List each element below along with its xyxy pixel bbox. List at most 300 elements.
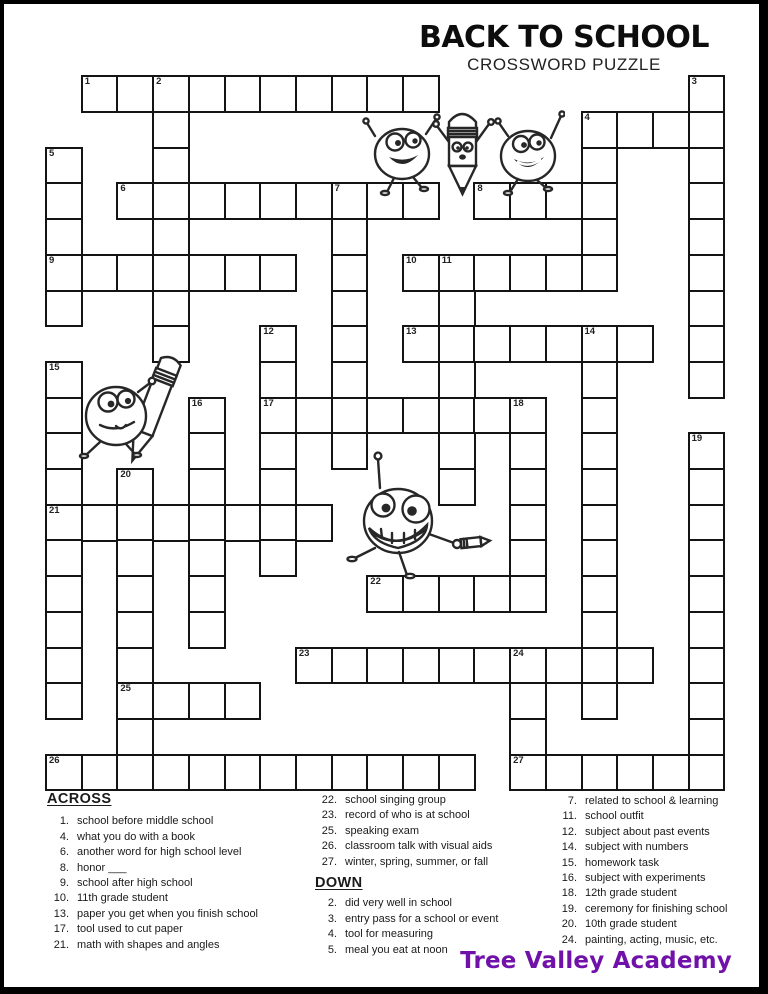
clue-item (553, 917, 753, 932)
clue-number: 7. (567, 795, 577, 807)
grid-cell[interactable] (116, 75, 154, 113)
clue-item (553, 809, 753, 824)
grid-cell[interactable] (509, 432, 547, 470)
grid-cell[interactable] (152, 504, 190, 542)
grid-cell[interactable] (331, 325, 369, 363)
grid-cell[interactable] (581, 468, 619, 506)
clue-number: 25. (321, 824, 337, 837)
grid-cell[interactable] (581, 611, 619, 649)
grid-cell[interactable] (473, 254, 511, 292)
grid-cell[interactable] (152, 254, 190, 292)
clue-number: 18. (561, 887, 577, 900)
clue-item (45, 922, 313, 937)
grid-cell[interactable] (224, 254, 262, 292)
cell-number: 19 (691, 433, 703, 445)
grid-cell[interactable] (402, 754, 440, 792)
grid-cell[interactable] (295, 182, 333, 220)
clue-text: 10th grade student (585, 918, 677, 931)
grid-cell[interactable] (116, 254, 154, 292)
grid-cell[interactable] (545, 325, 583, 363)
grid-cell[interactable] (509, 504, 547, 542)
grid-cell[interactable] (188, 468, 226, 506)
clue-text: tool used to cut paper (77, 923, 183, 936)
grid-cell[interactable] (152, 111, 190, 149)
grid-cell[interactable] (688, 575, 726, 613)
clue-item (553, 886, 753, 901)
grid-cell[interactable] (688, 682, 726, 720)
cell-number: 22 (370, 576, 381, 588)
clue-number: 12. (561, 825, 577, 838)
grid-cell[interactable] (509, 397, 547, 435)
grid-cell[interactable] (331, 75, 369, 113)
grid-cell[interactable] (366, 575, 404, 613)
grid-cell[interactable] (688, 254, 726, 292)
grid-cell[interactable] (188, 75, 226, 113)
grid-cell[interactable] (402, 254, 440, 292)
clue-item (45, 907, 313, 922)
cell-number: 18 (513, 397, 524, 409)
grid-cell[interactable] (366, 754, 404, 792)
grid-cell[interactable] (688, 361, 726, 399)
grid-cell[interactable] (581, 182, 619, 220)
cell-number: 26 (49, 754, 60, 766)
clue-number: 24. (561, 933, 577, 946)
clue-text: subject about past events (585, 825, 710, 838)
grid-cell[interactable] (509, 718, 547, 756)
across-header: ACROSS (47, 791, 112, 807)
grid-cell[interactable] (509, 325, 547, 363)
clue-item (553, 840, 753, 855)
clue-number: 1. (59, 815, 69, 828)
page-title: BACK TO SCHOOL (418, 20, 710, 55)
cell-number: 2 (156, 76, 162, 88)
grid-cell[interactable] (581, 218, 619, 256)
grid-cell[interactable] (366, 647, 404, 685)
cell-number: 13 (406, 326, 417, 338)
cell-number: 16 (191, 397, 203, 409)
grid-cell[interactable] (331, 397, 369, 435)
clue-item (553, 856, 753, 871)
grid-cell[interactable] (188, 539, 226, 577)
grid-cell[interactable] (116, 468, 154, 506)
clue-text: honor ___ (77, 861, 127, 874)
across-list-2 (313, 793, 555, 870)
grid-cell[interactable] (473, 647, 511, 685)
clue-item (553, 933, 753, 948)
clue-item (553, 902, 753, 917)
grid-cell[interactable] (116, 504, 154, 542)
clue-number: 21. (53, 938, 69, 951)
grid-cell[interactable] (473, 575, 511, 613)
clue-text: record of who is at school (345, 809, 470, 822)
clue-item (313, 824, 555, 839)
grid-cell[interactable] (45, 539, 83, 577)
clue-number: 3. (327, 912, 337, 925)
grid-cell[interactable] (688, 611, 726, 649)
clue-number: 6. (59, 846, 69, 859)
cell-number: 21 (49, 504, 60, 516)
clue-number: 9. (59, 877, 69, 890)
cell-number: 12 (263, 326, 274, 338)
clue-text: entry pass for a school or event (345, 912, 499, 925)
grid-cell[interactable] (152, 182, 190, 220)
grid-cell[interactable] (509, 682, 547, 720)
grid-cell[interactable] (438, 254, 476, 292)
grid-cell[interactable] (45, 218, 83, 256)
grid-cell[interactable] (616, 754, 654, 792)
grid-cell[interactable] (45, 754, 83, 792)
grid-cell[interactable] (152, 290, 190, 328)
grid-cell[interactable] (152, 147, 190, 185)
grid-cell[interactable] (116, 718, 154, 756)
page-border-bottom (0, 987, 768, 994)
clue-text: what you do with a book (77, 830, 196, 843)
grid-cell[interactable] (581, 111, 619, 149)
grid-cell[interactable] (581, 575, 619, 613)
cell-number: 11 (441, 254, 452, 266)
grid-cell[interactable] (688, 218, 726, 256)
clue-number: 2. (327, 897, 337, 910)
clue-number: 22. (321, 794, 337, 806)
grid-cell[interactable] (152, 682, 190, 720)
clue-number: 14. (561, 841, 577, 854)
grid-cell[interactable] (188, 682, 226, 720)
grid-cell[interactable] (652, 111, 690, 149)
grid-cell[interactable] (438, 754, 476, 792)
cell-number: 4 (584, 112, 590, 123)
clue-text: subject with numbers (585, 841, 689, 854)
brand-credit: Tree Valley Academy (460, 948, 732, 974)
grid-cell[interactable] (509, 468, 547, 506)
grid-cell[interactable] (402, 575, 440, 613)
cell-number: 23 (298, 647, 310, 659)
cell-number: 1 (84, 76, 90, 88)
grid-cell[interactable] (545, 254, 583, 292)
clue-text: paper you get when you finish school (77, 907, 259, 920)
clue-item (313, 896, 555, 911)
grid-cell[interactable] (509, 575, 547, 613)
grid-cell[interactable] (224, 75, 262, 113)
grid-cell[interactable] (188, 397, 226, 435)
clue-text: school singing group (345, 794, 446, 806)
clue-text: meal you eat at noon (345, 943, 448, 956)
clue-text: 12th grade student (585, 887, 677, 900)
cell-number: 20 (120, 469, 131, 480)
cell-number: 7 (334, 183, 340, 195)
cell-number: 9 (49, 254, 55, 266)
clue-item (45, 845, 313, 860)
grid-cell[interactable] (295, 647, 333, 685)
grid-cell[interactable] (331, 218, 369, 256)
grid-cell[interactable] (438, 432, 476, 470)
grid-cell[interactable] (224, 504, 262, 542)
clue-text: another word for high school level (77, 846, 242, 859)
grid-cell[interactable] (438, 468, 476, 506)
grid-cell[interactable] (366, 182, 404, 220)
grid-cell[interactable] (688, 182, 726, 220)
grid-cell[interactable] (616, 111, 654, 149)
grid-cell[interactable] (331, 361, 369, 399)
grid-cell[interactable] (688, 75, 726, 113)
grid-cell[interactable] (581, 539, 619, 577)
across-clues-column (45, 792, 313, 953)
grid-cell[interactable] (438, 290, 476, 328)
grid-cell[interactable] (509, 754, 547, 792)
grid-cell[interactable] (581, 682, 619, 720)
grid-cell[interactable] (45, 647, 83, 685)
clue-item (45, 814, 313, 829)
grid-cell[interactable] (331, 254, 369, 292)
cell-number: 25 (120, 683, 131, 695)
grid-cell[interactable] (152, 754, 190, 792)
grid-cell[interactable] (45, 397, 83, 435)
title-block (394, 22, 734, 74)
grid-cell[interactable] (45, 290, 83, 328)
across-list-1 (45, 814, 313, 953)
down-header: DOWN (315, 875, 363, 892)
grid-cell[interactable] (81, 75, 119, 113)
grid-cell[interactable] (45, 182, 83, 220)
clue-item (45, 938, 313, 953)
cell-number: 6 (120, 183, 126, 195)
clue-text: did very well in school (345, 897, 452, 910)
grid-cell[interactable] (402, 75, 440, 113)
grid-cell[interactable] (295, 397, 333, 435)
page-border-top (0, 0, 768, 4)
grid-cell[interactable] (224, 182, 262, 220)
clue-item (313, 793, 555, 808)
clue-number: 27. (321, 855, 337, 868)
clue-item (313, 927, 555, 942)
grid-cell[interactable] (688, 718, 726, 756)
grid-cell[interactable] (688, 432, 726, 470)
cell-number: 15 (49, 361, 60, 373)
grid-cell[interactable] (438, 647, 476, 685)
grid-cell[interactable] (116, 754, 154, 792)
grid-cell[interactable] (116, 575, 154, 613)
grid-cell[interactable] (331, 290, 369, 328)
grid-cell[interactable] (331, 754, 369, 792)
grid-cell[interactable] (402, 182, 440, 220)
grid-cell[interactable] (188, 254, 226, 292)
clue-item (553, 794, 753, 809)
page-border-right (759, 0, 768, 994)
grid-cell[interactable] (81, 504, 119, 542)
grid-cell[interactable] (45, 611, 83, 649)
grid-cell[interactable] (438, 575, 476, 613)
grid-cell[interactable] (366, 75, 404, 113)
grid-cell[interactable] (509, 182, 547, 220)
grid-cell[interactable] (45, 432, 83, 470)
cell-number: 17 (263, 397, 274, 409)
grid-cell[interactable] (116, 682, 154, 720)
cell-number: 8 (477, 183, 483, 195)
grid-cell[interactable] (116, 182, 154, 220)
clue-item (313, 839, 555, 854)
grid-cell[interactable] (331, 182, 369, 220)
clue-number: 23. (321, 809, 337, 822)
clue-item (45, 876, 313, 891)
grid-cell[interactable] (545, 754, 583, 792)
clue-text: tool for measuring (345, 928, 434, 941)
grid-cell[interactable] (224, 682, 262, 720)
grid-cell[interactable] (188, 504, 226, 542)
clue-number: 20. (561, 918, 577, 931)
clue-item (45, 861, 313, 876)
grid-cell[interactable] (259, 754, 297, 792)
grid-cell[interactable] (45, 147, 83, 185)
grid-cell[interactable] (259, 75, 297, 113)
grid-cell[interactable] (116, 539, 154, 577)
grid-cell[interactable] (581, 754, 619, 792)
grid-cell[interactable] (581, 147, 619, 185)
grid-cell[interactable] (45, 468, 83, 506)
grid-cell[interactable] (581, 397, 619, 435)
middle-clues-column (313, 793, 555, 958)
grid-cell[interactable] (331, 647, 369, 685)
grid-cell[interactable] (45, 575, 83, 613)
grid-cell[interactable] (688, 468, 726, 506)
clue-text: speaking exam (345, 824, 419, 837)
down-clues-column (553, 794, 753, 948)
grid-cell[interactable] (438, 361, 476, 399)
clue-number: 4. (59, 830, 69, 843)
grid-cell[interactable] (81, 254, 119, 292)
grid-cell[interactable] (259, 254, 297, 292)
clue-item (45, 891, 313, 906)
grid-cell[interactable] (616, 647, 654, 685)
grid-cell[interactable] (295, 504, 333, 542)
grid-cell[interactable] (45, 682, 83, 720)
grid-cell[interactable] (188, 575, 226, 613)
grid-cell[interactable] (688, 754, 726, 792)
grid-cell[interactable] (509, 254, 547, 292)
grid-cell[interactable] (259, 468, 297, 506)
grid-cell[interactable] (688, 290, 726, 328)
clue-number: 10. (53, 892, 69, 905)
cell-number: 27 (513, 754, 524, 766)
grid-cell[interactable] (438, 397, 476, 435)
grid-cell[interactable] (188, 754, 226, 792)
grid-cell[interactable] (688, 325, 726, 363)
grid-cell[interactable] (581, 647, 619, 685)
clue-text: subject with experiments (585, 872, 706, 885)
clue-text: homework task (585, 856, 659, 869)
grid-cell[interactable] (616, 325, 654, 363)
clue-text: classroom talk with visual aids (345, 840, 493, 853)
cell-number: 5 (49, 147, 55, 159)
grid-cell[interactable] (402, 397, 440, 435)
cell-number: 10 (406, 254, 417, 266)
grid-cell[interactable] (581, 432, 619, 470)
clue-text: school outfit (585, 810, 644, 823)
grid-cell[interactable] (473, 397, 511, 435)
clue-number: 4. (327, 928, 337, 941)
grid-cell[interactable] (259, 432, 297, 470)
grid-cell[interactable] (259, 539, 297, 577)
grid-cell[interactable] (366, 397, 404, 435)
grid-cell[interactable] (259, 361, 297, 399)
clue-number: 15. (561, 856, 577, 869)
clue-number: 19. (561, 902, 577, 915)
clue-text: school before middle school (77, 815, 214, 828)
grid-cell[interactable] (45, 254, 83, 292)
grid-cell[interactable] (259, 325, 297, 363)
clue-text: 11th grade student (77, 892, 168, 905)
grid-cell[interactable] (581, 325, 619, 363)
clue-item (313, 912, 555, 927)
grid-cell[interactable] (652, 754, 690, 792)
clue-text: ceremony for finishing school (585, 902, 728, 915)
grid-cell[interactable] (581, 504, 619, 542)
grid-cell[interactable] (581, 361, 619, 399)
grid-cell[interactable] (438, 325, 476, 363)
page-subtitle: CROSSWORD PUZZLE (467, 55, 661, 74)
grid-cell[interactable] (116, 611, 154, 649)
grid-cell[interactable] (473, 182, 511, 220)
clue-item (45, 830, 313, 845)
grid-cell[interactable] (545, 647, 583, 685)
grid-cell[interactable] (152, 325, 190, 363)
grid-cell[interactable] (259, 397, 297, 435)
grid-cell[interactable] (688, 539, 726, 577)
clue-number: 13. (53, 907, 69, 920)
grid-cell[interactable] (509, 647, 547, 685)
grid-cell[interactable] (331, 432, 369, 470)
grid-cell[interactable] (688, 504, 726, 542)
clue-text: painting, acting, music, etc. (585, 933, 718, 946)
clue-number: 8. (59, 861, 69, 874)
grid-cell[interactable] (224, 754, 262, 792)
grid-cell[interactable] (402, 325, 440, 363)
clue-number: 26. (321, 840, 337, 853)
grid-cell[interactable] (295, 754, 333, 792)
clue-item (553, 825, 753, 840)
grid-cell[interactable] (81, 754, 119, 792)
grid-cell[interactable] (188, 432, 226, 470)
grid-cell[interactable] (45, 504, 83, 542)
clue-number: 16. (561, 872, 577, 885)
clue-text: school after high school (77, 877, 193, 890)
clue-item (313, 855, 555, 870)
grid-cell[interactable] (688, 111, 726, 149)
down-list-2 (553, 794, 753, 948)
grid-cell[interactable] (45, 361, 83, 399)
clue-text: math with shapes and angles (77, 938, 220, 951)
grid-cell[interactable] (295, 75, 333, 113)
grid-cell[interactable] (473, 325, 511, 363)
cell-number: 3 (691, 76, 697, 88)
cell-number: 24 (513, 647, 524, 659)
grid-cell[interactable] (509, 539, 547, 577)
grid-cell[interactable] (188, 611, 226, 649)
cell-number: 14 (584, 326, 596, 338)
grid-cell[interactable] (152, 75, 190, 113)
grid-cell[interactable] (116, 647, 154, 685)
grid-cell[interactable] (188, 182, 226, 220)
grid-cell[interactable] (688, 147, 726, 185)
grid-cell[interactable] (259, 182, 297, 220)
grid-cell[interactable] (545, 182, 583, 220)
clue-text: related to school & learning (585, 795, 719, 807)
grid-cell[interactable] (259, 504, 297, 542)
grid-cell[interactable] (688, 647, 726, 685)
page-border-left (0, 0, 4, 994)
clue-number: 5. (327, 943, 337, 956)
grid-cell[interactable] (581, 254, 619, 292)
grid-cell[interactable] (152, 218, 190, 256)
grid-cell[interactable] (402, 647, 440, 685)
